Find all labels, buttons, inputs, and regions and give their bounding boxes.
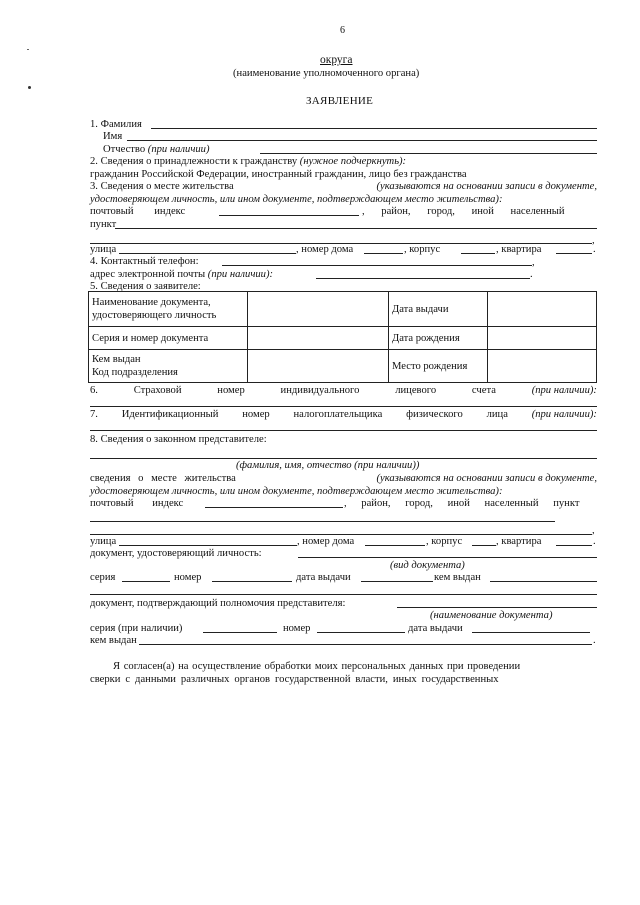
name-field[interactable] [127, 140, 597, 141]
page-number: 6 [340, 25, 345, 36]
apartment-field[interactable] [556, 253, 592, 254]
rep-region-label: , район, город, иной населенный пункт [344, 498, 580, 509]
snils-word: счета [471, 385, 496, 396]
birth-date-cell: Дата рождения [389, 327, 488, 350]
rep-house-field[interactable] [365, 545, 425, 546]
rep-residence-label [90, 472, 597, 485]
snils-field[interactable] [90, 406, 597, 407]
snils-label [90, 384, 597, 397]
rep-number-field[interactable] [212, 581, 292, 582]
scan-mark [27, 49, 29, 50]
postal-index-label: почтовый индекс [90, 206, 186, 217]
rep-residence-text: сведения о месте жительства [90, 473, 236, 484]
representative-label: 8. Сведения о законном представителе: [90, 434, 267, 445]
rep-postal-index-label: почтовый индекс [90, 498, 184, 509]
rep-issue-date-field[interactable] [361, 581, 433, 582]
rep-building-label: , корпус [426, 536, 463, 547]
doc-name-caption: (наименование документа) [430, 610, 553, 621]
residence-text: 3. Сведения о месте жительства [90, 181, 234, 192]
auth-number-label: номер [283, 623, 311, 634]
birth-place-cell: Место рождения [389, 350, 488, 383]
issue-date-cell: Дата выдачи [389, 292, 488, 327]
table-row [89, 350, 597, 383]
phone-comma: , [532, 257, 535, 268]
rep-issued-by-field-2[interactable] [90, 594, 597, 595]
inn-word: Идентификационный [121, 409, 219, 420]
surname-label: 1. Фамилия [90, 119, 142, 130]
inn-word: лица [486, 409, 508, 420]
rep-postal-index-field[interactable] [205, 507, 343, 508]
phone-field[interactable] [222, 265, 532, 266]
rep-house-label: , номер дома [297, 536, 355, 547]
applicant-label: 5. Сведения о заявителе: [90, 281, 201, 292]
email-period: . [530, 269, 533, 280]
issued-by-value[interactable] [248, 350, 389, 383]
rep-residence-note-1: (указываются на основании записи в документе, [376, 473, 597, 484]
table-row [89, 327, 597, 350]
auth-number-field[interactable] [317, 632, 405, 633]
consent-line-2: сверки с данными различных органов государственной власти, иных государственных [90, 674, 499, 685]
series-number-value[interactable] [248, 327, 389, 350]
region-label: , район, город, иной населенный [362, 206, 565, 217]
table-row [89, 292, 597, 327]
street-label: улица [90, 244, 117, 255]
patronymic-text: Отчество [103, 144, 146, 155]
rep-address-comma: , [592, 525, 595, 536]
residence-note-2: удостоверяющем личность, или ином документе, подтверждающем место жительства): [90, 194, 503, 205]
issued-by-cell [89, 350, 248, 383]
address-comma: , [592, 235, 595, 246]
apartment-label: , квартира [496, 244, 542, 255]
rep-street-field[interactable] [119, 545, 297, 546]
residence-label [90, 180, 597, 193]
email-text: адрес электронной почты [90, 269, 206, 280]
rep-locality-field[interactable] [90, 521, 555, 522]
building-label: , корпус [404, 244, 441, 255]
snils-word: номер [217, 385, 245, 396]
locality-field[interactable] [115, 228, 597, 229]
rep-issue-date-label: дата выдачи [296, 572, 351, 583]
building-field[interactable] [461, 253, 495, 254]
auth-issued-by-field[interactable] [139, 644, 592, 645]
email-field[interactable] [316, 278, 530, 279]
rep-apartment-field[interactable] [556, 545, 592, 546]
auth-period: . [593, 635, 596, 646]
patronymic-note: (при наличии) [147, 144, 210, 155]
rep-building-field[interactable] [472, 545, 496, 546]
auth-issue-date-field[interactable] [472, 632, 590, 633]
snils-word: 6. [90, 385, 98, 396]
rep-address-period: . [593, 536, 596, 547]
rep-apartment-label: , квартира [496, 536, 542, 547]
rep-id-doc-field[interactable] [298, 557, 597, 558]
auth-issued-by-label: кем выдан [90, 635, 137, 646]
house-field[interactable] [364, 253, 403, 254]
birth-date-value[interactable] [488, 327, 597, 350]
scan-mark [28, 86, 31, 89]
citizenship-options[interactable]: гражданин Российской Федерации, иностранный гражданин, лицо без гражданства [90, 169, 467, 180]
snils-note: (при наличии): [531, 385, 597, 396]
inn-word: 7. [90, 409, 98, 420]
organ-caption: (наименование уполномоченного органа) [233, 68, 420, 79]
inn-word: физического [406, 409, 463, 420]
rep-series-label: серия [90, 572, 116, 583]
doc-name-value[interactable] [248, 292, 389, 327]
residence-note-1: (указываются на основании записи в документе, [376, 181, 597, 192]
subdivision-code-label: Код подразделения [92, 367, 178, 378]
patronymic-field[interactable] [260, 153, 597, 154]
organ-name: округа [320, 54, 353, 66]
auth-issue-date-label: дата выдачи [408, 623, 463, 634]
applicant-table [88, 291, 597, 383]
street-field[interactable] [119, 253, 296, 254]
citizenship-note: (нужное подчеркнуть): [299, 156, 407, 167]
series-number-cell: Серия и номер документа [89, 327, 248, 350]
authority-doc-label: документ, подтверждающий полномочия представителя: [90, 598, 346, 609]
house-label: , номер дома [296, 244, 354, 255]
birth-place-value[interactable] [488, 350, 597, 383]
rep-number-label: номер [174, 572, 202, 583]
inn-word: налогоплательщика [293, 409, 383, 420]
surname-field[interactable] [151, 128, 597, 129]
auth-series-field[interactable] [203, 632, 277, 633]
inn-word: номер [242, 409, 270, 420]
doc-type-caption: (вид документа) [390, 560, 465, 571]
authority-doc-field[interactable] [397, 607, 597, 608]
rep-id-doc-label: документ, удостоверяющий личность: [90, 548, 262, 559]
phone-label: 4. Контактный телефон: [90, 256, 199, 267]
name-label: Имя [103, 131, 123, 142]
rep-issued-by-field[interactable] [490, 581, 597, 582]
auth-series-label: серия (при наличии) [90, 623, 183, 634]
page-title: ЗАЯВЛЕНИЕ [306, 95, 374, 107]
consent-line-1: Я согласен(а) на осуществление обработки моих персональных данных при проведении [113, 661, 521, 672]
snils-word: индивидуального [280, 385, 360, 396]
rep-residence-note-2: удостоверяющем личность, или ином документе, подтверждающем место жительства): [90, 486, 503, 497]
rep-issued-by-label: кем выдан [434, 572, 481, 583]
rep-street-label: улица [90, 536, 117, 547]
issued-by-label: Кем выдан [92, 354, 141, 365]
rep-series-field[interactable] [122, 581, 170, 582]
inn-field[interactable] [90, 430, 597, 431]
fio-caption: (фамилия, имя, отчество (при наличии)) [236, 460, 420, 471]
inn-note: (при наличии): [531, 409, 597, 420]
postal-index-field[interactable] [219, 215, 359, 216]
inn-label [90, 408, 597, 421]
issue-date-value[interactable] [488, 292, 597, 327]
address-period: . [593, 244, 596, 255]
snils-word: Страховой [133, 385, 182, 396]
snils-word: лицевого [395, 385, 437, 396]
email-note: (при наличии): [207, 269, 274, 280]
locality-label: пункт [90, 219, 117, 230]
doc-name-cell: Наименование документа, удостоверяющего личность [89, 292, 248, 327]
citizenship-text: 2. Сведения о принадлежности к гражданству [90, 156, 298, 167]
citizenship-label [90, 155, 406, 168]
